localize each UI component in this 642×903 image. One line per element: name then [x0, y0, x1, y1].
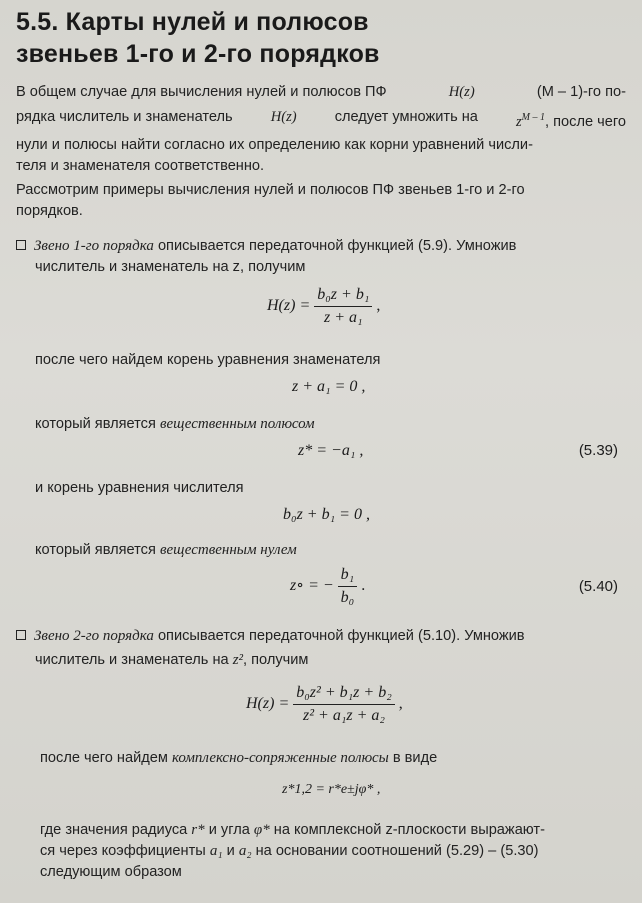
eq-fraction: [293, 684, 395, 725]
first-order-term: Звено 1-го порядка: [34, 238, 154, 254]
examples-line-2: порядков.: [16, 203, 83, 219]
second-order-text: числитель и знаменатель на: [35, 652, 233, 668]
zero-term: вещественным нулем: [159, 542, 297, 558]
eq-denominator: z² + a₁z + a₂: [303, 707, 385, 724]
closing-text: и угла: [204, 822, 254, 838]
title-line-2: звеньев 1-го и 2-го порядков: [16, 40, 380, 68]
z-symbol: z: [515, 113, 522, 130]
section-title: [16, 6, 380, 70]
eq-denominator: z + a₁: [324, 309, 363, 326]
closing-line-3: следующим образом: [40, 864, 182, 880]
closing-text: на основании соотношений (5.29) – (5.30): [251, 843, 539, 859]
eq-numerator: b₀z² + b₁z + b₂: [293, 684, 395, 705]
formula-hz: H(z): [448, 84, 475, 100]
power: M – 1: [521, 112, 546, 123]
angle-symbol: φ*: [253, 822, 270, 838]
intro-text: , после чего: [545, 113, 626, 130]
first-order-line-2: числитель и знаменатель на z, получим: [35, 259, 306, 275]
intro-line-4: теля и знаменателя соответственно.: [16, 157, 265, 174]
eq-numerator: b₁: [338, 566, 358, 587]
intro-text: (M – 1)-го по-: [536, 84, 626, 100]
numerator-root-text: и корень уравнения числителя: [35, 480, 244, 496]
second-order-term: Звено 2-го порядка: [34, 628, 154, 644]
formula-z-power: [516, 107, 626, 133]
equation-denominator-root: z + a₁ = 0 ,: [292, 378, 366, 395]
z-squared: z²: [232, 652, 244, 668]
intro-text: следует умножить на: [334, 109, 478, 125]
checkbox-bullet-icon: [16, 240, 26, 250]
first-order-line-1: [16, 236, 626, 257]
title-line-1: 5.5. Карты нулей и полюсов: [16, 8, 369, 36]
equation-number-5-40: (5.40): [578, 578, 618, 595]
checkbox-bullet-icon: [16, 630, 26, 640]
second-order-closing: [40, 820, 630, 883]
conjugate-poles-term: комплексно-сопряженные полюсы: [171, 750, 389, 766]
examples-intro: [16, 180, 626, 222]
eq-fraction: [314, 286, 372, 327]
intro-line-1: [16, 82, 626, 103]
examples-line-1: Рассмотрим примеры вычисления нулей и полюсов ПФ звеньев 1-го и 2-го: [16, 182, 525, 198]
eq-tail: .: [361, 577, 366, 595]
second-order-text: , получим: [243, 652, 309, 668]
formula-hz: H(z): [270, 109, 297, 125]
coef-a1: a₁: [209, 843, 223, 859]
after-eq6-plain: после чего найдем: [40, 750, 172, 766]
closing-text: на комплексной z-плоскости выражают-: [269, 822, 545, 838]
second-order-text: описывается передаточной функцией (5.10). Умножив: [153, 628, 525, 644]
second-order-line-2: [16, 650, 626, 671]
equation-real-zero: [290, 566, 365, 607]
eq-lhs: H(z) =: [246, 695, 290, 713]
equation-number-5-39: (5.39): [578, 442, 618, 459]
eq-numerator: b₀z + b₁: [314, 286, 372, 307]
eq-lhs: z∘ = −: [290, 577, 334, 595]
closing-text: ся через коэффициенты: [40, 843, 210, 859]
pole-text: [35, 414, 315, 435]
after-eq1-text: после чего найдем корень уравнения знаменателя: [35, 352, 381, 368]
closing-text: где значения радиуса: [40, 822, 192, 838]
equation-real-pole: z* = −a₁ ,: [298, 442, 364, 459]
radius-symbol: r*: [191, 822, 205, 838]
equation-hz-first-order: [267, 286, 380, 327]
intro-line-3: нули и полюсы найти согласно их определению как корни уравнений числи-: [16, 136, 533, 153]
intro-text: В общем случае для вычисления нулей и полюсов ПФ: [16, 84, 387, 100]
eq-fraction: [338, 566, 358, 607]
after-eq6-plain: в виде: [388, 750, 438, 766]
equation-numerator-root: b₀z + b₁ = 0 ,: [283, 506, 370, 523]
closing-text: и: [222, 843, 239, 859]
zero-text-plain: который является: [35, 542, 160, 558]
intro-text: рядка числитель и знаменатель: [16, 109, 233, 125]
eq-lhs: H(z) =: [267, 297, 311, 315]
zero-text: [35, 540, 297, 561]
intro-paragraph: [16, 82, 626, 177]
after-eq6-text: [40, 748, 437, 769]
eq-tail: ,: [398, 695, 403, 713]
second-order-paragraph: [16, 626, 626, 671]
equation-complex-poles: z*1,2 = r*e±jφ* ,: [282, 782, 381, 797]
second-order-line-1: [16, 626, 626, 647]
first-order-paragraph: [16, 236, 626, 278]
closing-line-1: [40, 820, 630, 841]
eq-denominator: b₀: [340, 589, 355, 606]
pole-text-plain: который является: [35, 416, 160, 432]
eq-tail: ,: [376, 297, 381, 315]
coef-a2: a₂: [238, 843, 252, 859]
first-order-text: описывается передаточной функцией (5.9). Умножив: [153, 238, 517, 254]
equation-hz-second-order: [246, 684, 403, 725]
intro-line-2: [16, 107, 626, 133]
pole-term: вещественным полюсом: [159, 416, 315, 432]
closing-line-2: [40, 841, 630, 862]
